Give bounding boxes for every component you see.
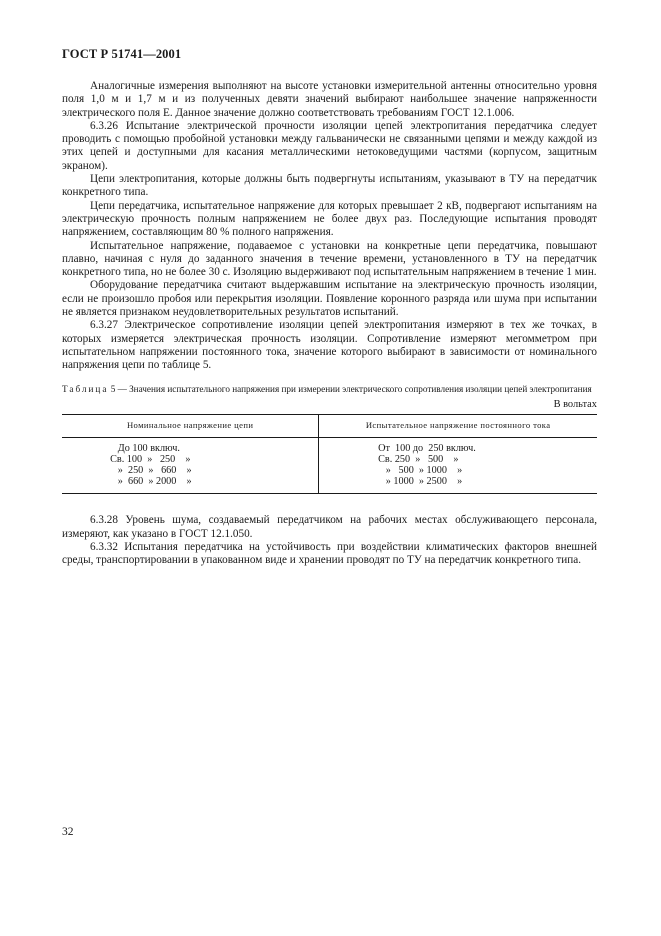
paragraph: 6.3.32 Испытания передатчика на устойчивость при воздействии климатических факторов внешней среды, транспортировании в упакованном виде и хранении проводят по ТУ на передатчик конкретного типа. <box>62 540 597 567</box>
cell-line: » 250 » 660 » <box>110 464 192 476</box>
paragraph: 6.3.28 Уровень шума, создаваемый передатчиком на рабочих местах обслуживающего персонала, измеряют, как указано в ГОСТ 12.1.050. <box>62 514 597 540</box>
paragraph: 6.3.27 Электрическое сопротивление изоляции цепей электропитания измеряют в тех же точках, в которых измеряется электрическая прочность изоляции. Сопротивление измеряют мегомметром при испытательном напряжении постоянного тока, значение которого выбирают в зависимости от номинального напряжения цепи по таблице 5. <box>62 319 597 372</box>
page-number: 32 <box>62 826 74 838</box>
voltage-table <box>62 414 597 495</box>
document-header: ГОСТ Р 51741—2001 <box>62 47 182 61</box>
paragraph: Цепи электропитания, которые должны быть подвергнуты испытаниям, указывают в ТУ на передатчик конкретного типа. <box>62 173 597 199</box>
cell-line: Св. 100 » 250 » <box>110 453 191 465</box>
after-table-section <box>62 514 597 567</box>
cell-line: » 1000 » 2500 » <box>378 476 463 488</box>
table-caption-label: Таблица <box>62 383 109 394</box>
table-caption <box>62 384 597 395</box>
paragraph: Аналогичные измерения выполняют на высоте установки измерительной антенны относительно уровня поля 1,0 м и 1,7 м и из полученных девяти значений выбирают наибольшее значение напряженности электрического поля E. Данное значение должно соответствовать требованиям ГОСТ 12.1.006. <box>62 80 597 119</box>
cell-line: » 500 » 1000 » <box>378 464 463 476</box>
document-body <box>62 80 597 568</box>
table-row <box>62 437 597 494</box>
cell-line: От 100 до 250 включ. <box>378 442 476 454</box>
cell-line: » 660 » 2000 » <box>110 476 192 488</box>
table-cell-test-voltage <box>319 437 597 494</box>
cell-line: Св. 250 » 500 » <box>378 453 459 465</box>
table-caption-number: 5 <box>108 383 116 394</box>
table-header-row <box>62 414 597 437</box>
table-cell-nominal-voltage <box>62 437 319 494</box>
table-units: В вольтах <box>553 398 597 410</box>
column-header-test-voltage: Испытательное напряжение постоянного тока <box>319 414 597 437</box>
table-caption-text: — Значения испытательного напряжения при измерении электрического сопротивления изоляции цепей электропитания <box>115 383 592 394</box>
column-header-nominal-voltage: Номинальное напряжение цепи <box>62 414 319 437</box>
paragraph: Оборудование передатчика считают выдержавшим испытание на электрическую прочность изоляции, если не произошло пробоя или перекрытия изоляции. Появление коронного разряда или шума при испытании не является признаком неудовлетворительных результатов испытаний. <box>62 279 597 319</box>
cell-line: До 100 включ. <box>110 442 180 454</box>
paragraph: Испытательное напряжение, подаваемое с установки на конкретные цепи передатчика, повышают плавно, начиная с нуля до заданного значения в течение времени, установленного в ТУ на передатчик конкретного типа, но не более 30 с. Изоляцию выдерживают под испытательным напряжением в течение 1 мин. <box>62 239 597 279</box>
paragraph: 6.3.26 Испытание электрической прочности изоляции цепей электропитания передатчика следует проводить с помощью пробойной установки между гальванически не связанными цепями и между каждой из этих цепей и доступными для касания металлическими нетоковедущими частями (корпусом, защитным экраном). <box>62 119 597 172</box>
paragraph: Цепи передатчика, испытательное напряжение для которых превышает 2 кВ, подвергают испытаниям на электрическую прочность полным напряжением не более двух раз. Последующие испытания проводят напряжением, составляющим 80 % полного напряжения. <box>62 199 597 239</box>
